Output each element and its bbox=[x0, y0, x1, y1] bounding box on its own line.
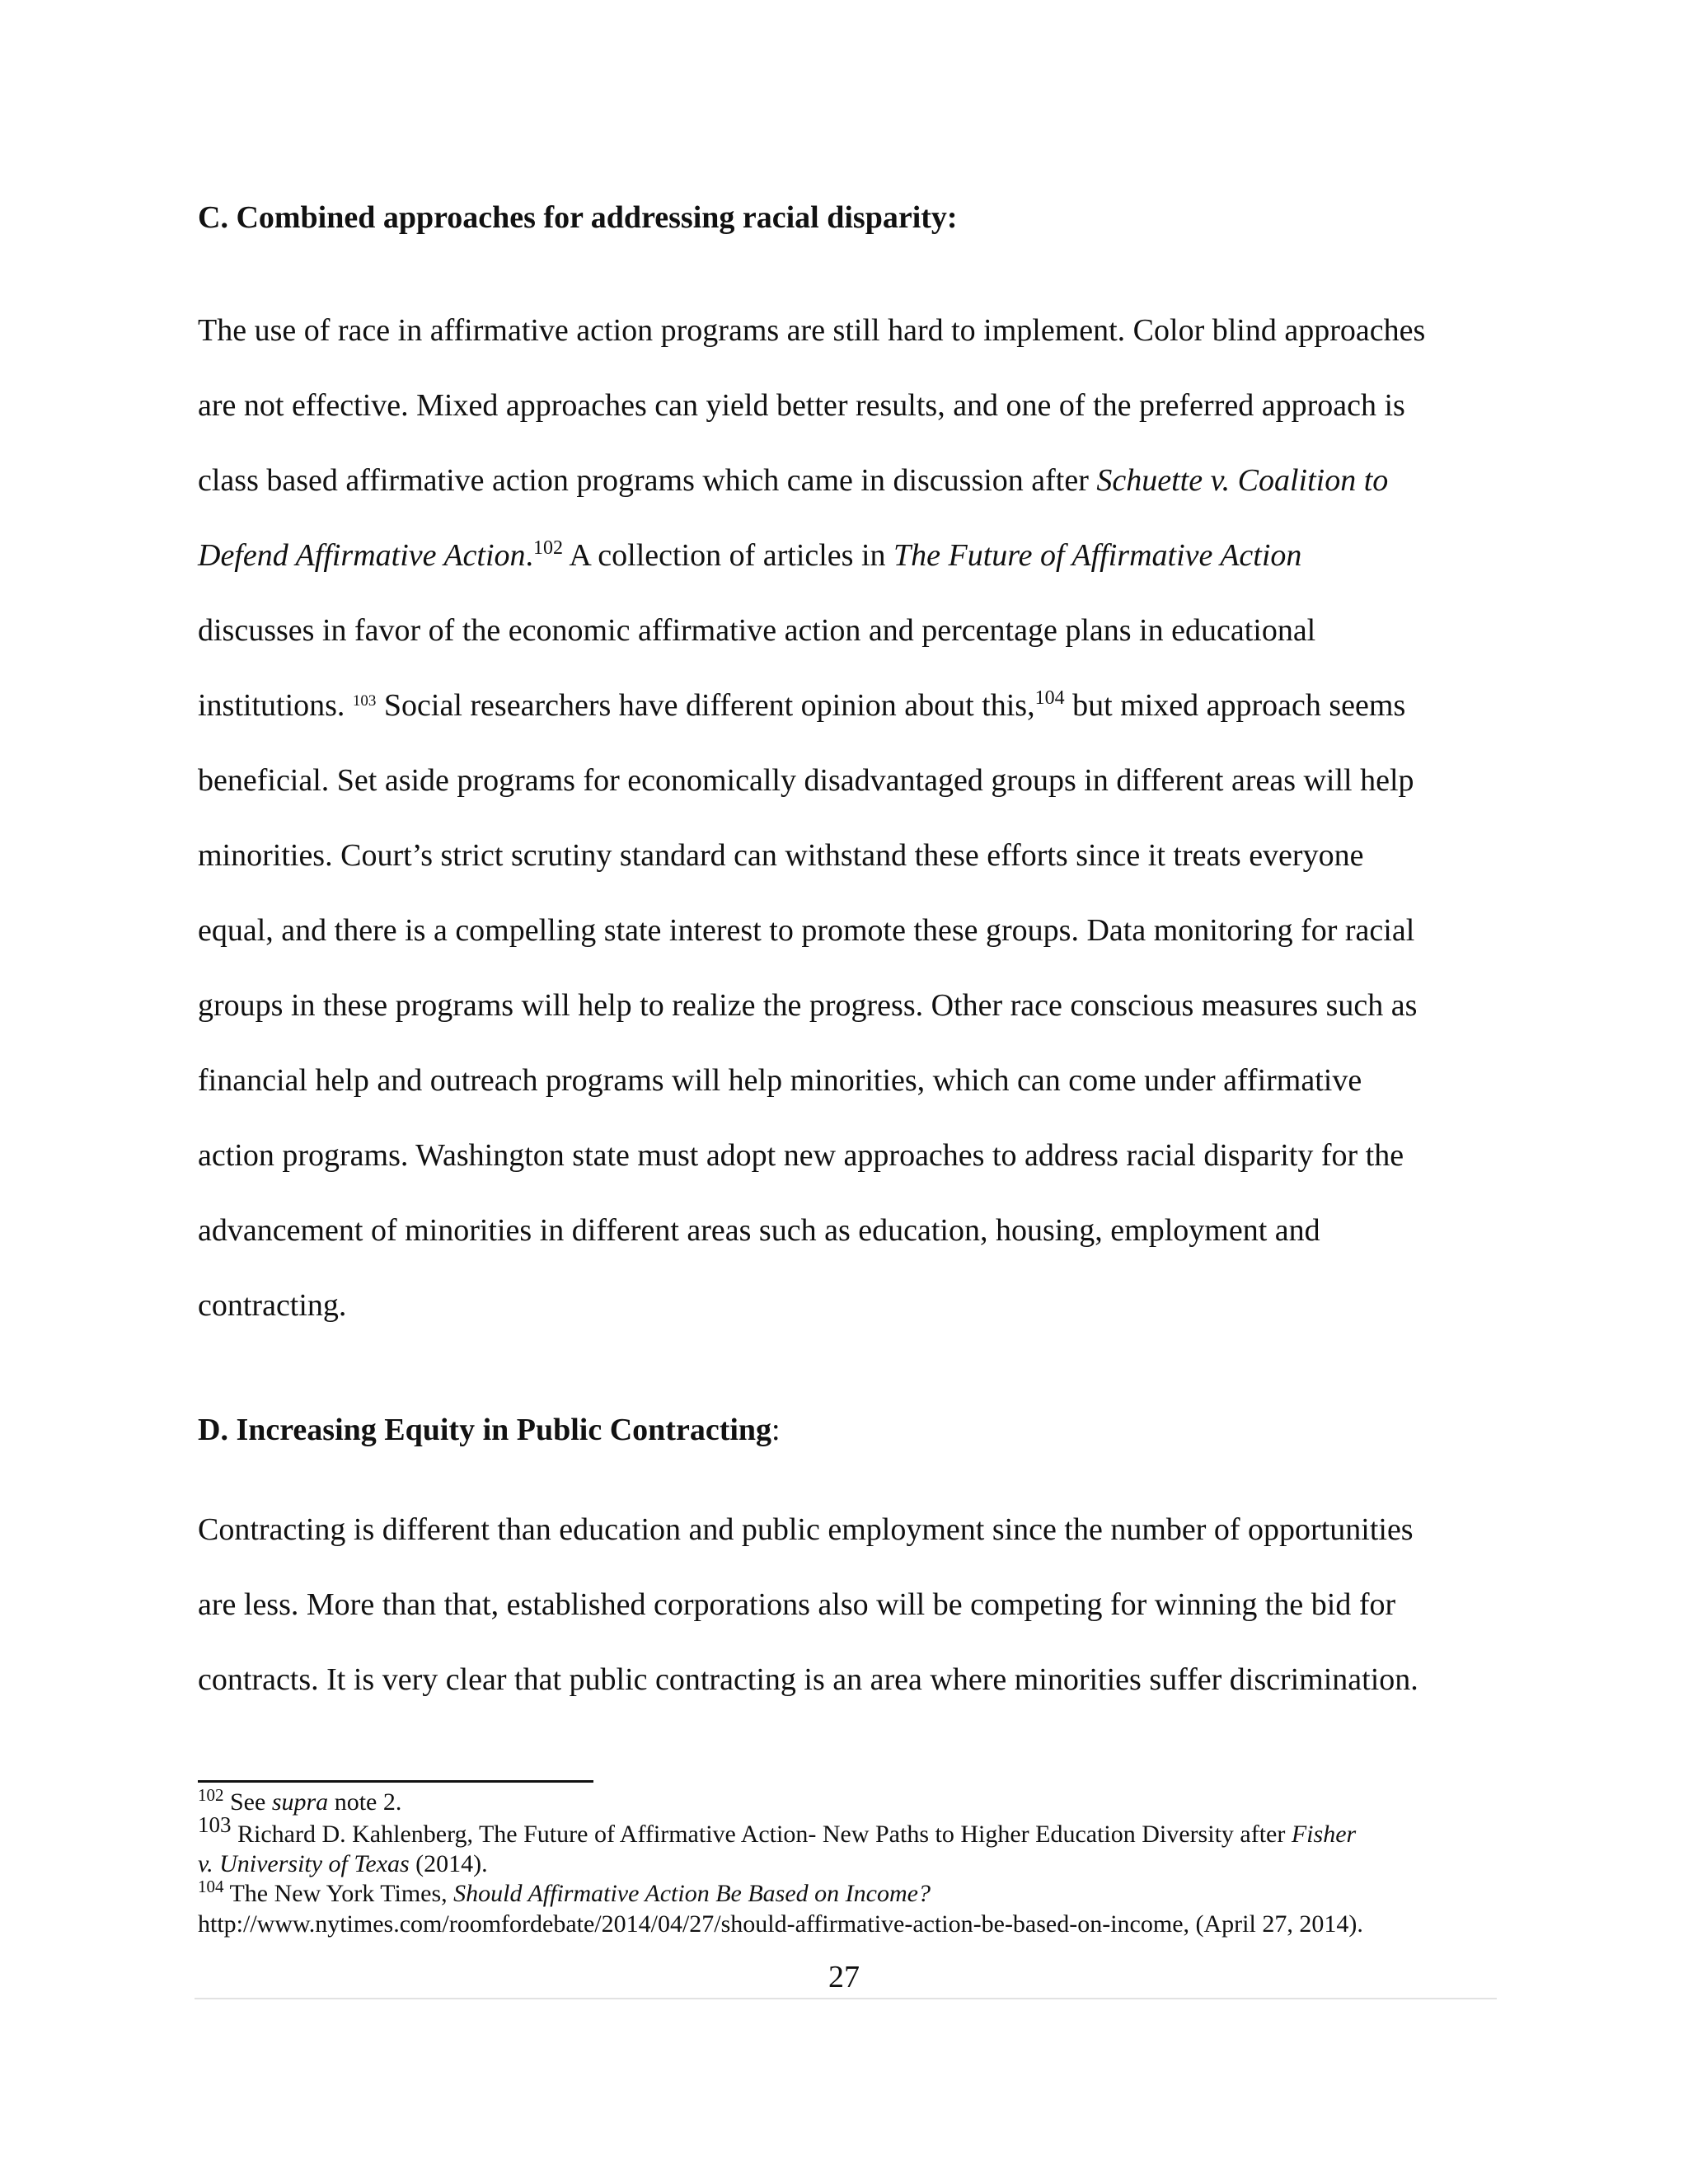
footnote-104 bbox=[198, 1877, 931, 1907]
body-line: action programs. Washington state must adopt new approaches to address racial disparity for the bbox=[198, 1138, 1404, 1173]
heading-colon: : bbox=[771, 1413, 781, 1447]
section-c-heading: C. Combined approaches for addressing racial disparity: bbox=[198, 200, 958, 235]
footnote-text: See bbox=[223, 1788, 272, 1816]
body-text: A collection of articles in bbox=[563, 538, 894, 573]
body-text: but mixed approach seems bbox=[1064, 688, 1406, 723]
body-line: are less. More than that, established corporations also will be competing for winning the bid for bbox=[198, 1587, 1396, 1622]
footnote-104-url[interactable]: http://www.nytimes.com/roomfordebate/2014/04/27/should-affirmative-action-be-based-on-income, (April 27, 2014). bbox=[198, 1910, 1363, 1938]
body-line: discusses in favor of the economic affirmative action and percentage plans in educational bbox=[198, 613, 1316, 648]
page-bottom-rule bbox=[195, 1998, 1497, 1999]
footnote-text: note 2. bbox=[328, 1788, 402, 1816]
section-d-heading bbox=[198, 1414, 781, 1446]
body-line: are not effective. Mixed approaches can yield better results, and one of the preferred approach is bbox=[198, 388, 1405, 423]
footnote-italic: Fisher bbox=[1291, 1821, 1357, 1848]
footnote-ref-103[interactable]: 103 bbox=[352, 692, 377, 710]
footnote-number: 104 bbox=[198, 1877, 224, 1896]
footnote-ref-102[interactable]: 102 bbox=[533, 537, 564, 559]
body-line: Contracting is different than education and public employment since the number of opportunities bbox=[198, 1512, 1414, 1547]
page-number: 27 bbox=[828, 1960, 860, 1994]
body-line bbox=[198, 537, 1302, 573]
book-title-italic: The Future of Affirmative Action bbox=[893, 538, 1302, 573]
footnote-number: 103 bbox=[198, 1812, 232, 1837]
body-line: The use of race in affirmative action programs are still hard to implement. Color blind approaches bbox=[198, 313, 1426, 348]
case-name-italic: Schuette v. Coalition to bbox=[1096, 463, 1389, 498]
footnote-italic: Should Affirmative Action Be Based on Income? bbox=[453, 1880, 931, 1907]
section-d-heading-text: D. Increasing Equity in Public Contracting bbox=[198, 1413, 772, 1447]
case-name-italic: Defend Affirmative Action bbox=[198, 538, 526, 573]
footnote-text: Richard D. Kahlenberg, The Future of Affirmative Action- New Paths to Higher Education Diversity after bbox=[231, 1821, 1292, 1848]
footnote-text: The New York Times, bbox=[223, 1880, 454, 1907]
footnote-number: 102 bbox=[198, 1785, 224, 1805]
footnote-italic: supra bbox=[271, 1788, 329, 1816]
footnote-separator bbox=[198, 1780, 593, 1783]
footnote-ref-104[interactable]: 104 bbox=[1034, 687, 1065, 709]
body-line: advancement of minorities in different areas such as education, housing, employment and bbox=[198, 1213, 1320, 1248]
footnote-text: (2014). bbox=[409, 1850, 488, 1877]
footnote-103 bbox=[198, 1812, 1357, 1848]
footnote-103-line2 bbox=[198, 1852, 488, 1877]
body-text: . bbox=[525, 538, 534, 573]
body-text: class based affirmative action programs which came in discussion after bbox=[198, 463, 1097, 498]
footnote-102 bbox=[198, 1785, 402, 1816]
body-line: beneficial. Set aside programs for economically disadvantaged groups in different areas will help bbox=[198, 763, 1414, 798]
body-line: contracts. It is very clear that public contracting is an area where minorities suffer discrimination. bbox=[198, 1662, 1418, 1697]
body-line: financial help and outreach programs will help minorities, which can come under affirmative bbox=[198, 1063, 1362, 1098]
body-line: groups in these programs will help to realize the progress. Other race conscious measures such as bbox=[198, 988, 1418, 1023]
body-line: minorities. Court’s strict scrutiny standard can withstand these efforts since it treats everyone bbox=[198, 838, 1364, 873]
body-line: equal, and there is a compelling state interest to promote these groups. Data monitoring for racial bbox=[198, 913, 1415, 948]
body-text: Social researchers have different opinion about this, bbox=[376, 688, 1035, 723]
body-text: institutions. bbox=[198, 688, 353, 723]
body-line bbox=[198, 465, 1388, 496]
body-line: contracting. bbox=[198, 1288, 347, 1323]
footnote-italic: v. University of Texas bbox=[198, 1850, 410, 1877]
body-line bbox=[198, 687, 1406, 723]
